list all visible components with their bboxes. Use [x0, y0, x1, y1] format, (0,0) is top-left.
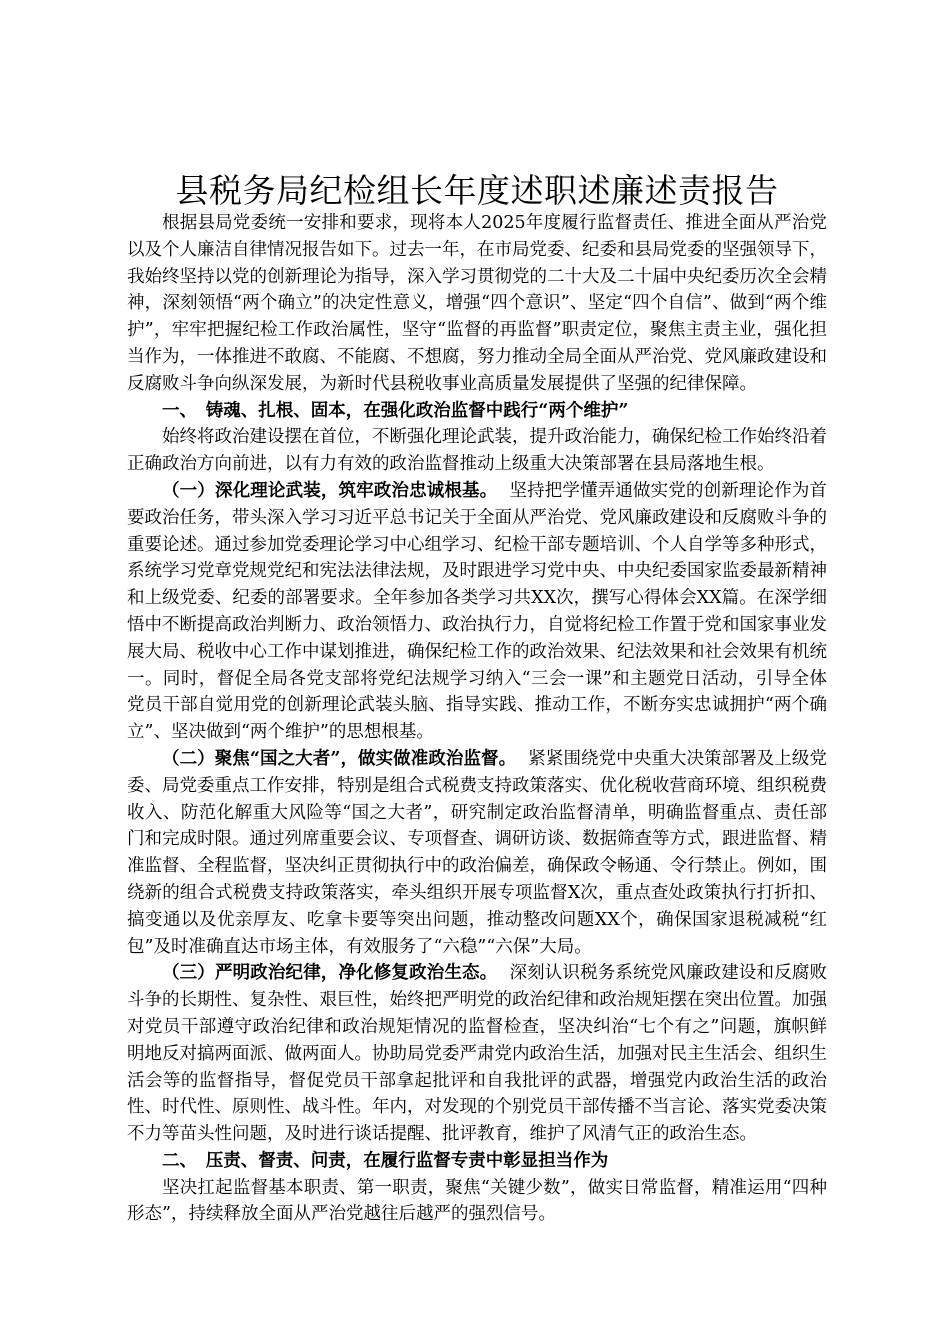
section-1-intro: 始终将政治建设摆在首位，不断强化理论武装，提升政治能力，确保纪检工作始终沿着正确政治方向前进，以有力有效的政治监督推动上级重大决策部署在县局落地生根。: [127, 427, 827, 475]
document-title: 县税务局纪检组长年度述职述廉述责报告: [175, 171, 779, 210]
intro-paragraph: 根据县局党委统一安排和要求，现将本人2025年度履行监督责任、推进全面从严治党以及个人廉洁自律情况报告如下。过去一年，在市局党委、纪委和县局党委的坚强领导下，我始终坚持以党的创新理论为指导，深入学习贯彻党的二十大及二十届中央纪委历次全会精神，深刻领悟“两个确立”的决定性意义，增强“四个意识”、坚定“四个自信”、做到“两个维护”，牢牢把握纪检工作政治属性，坚守“监督的再监督”职责定位，聚焦主责主业，强化担当作为，一体推进不敢腐、不能腐、不想腐，努力推动全局全面从严治党、党风廉政建设和反腐败斗争向纵深发展，为新时代县税收事业高质量发展提供了坚强的纪律保障。: [127, 213, 827, 394]
subsection-1-lead: （一）深化理论武装，筑牢政治忠诚根基。: [162, 480, 498, 501]
subsection-1-paragraph: [127, 478, 827, 746]
section-2-heading: 二、 压责、督责、问责，在履行监督专责中彰显担当作为: [162, 1150, 609, 1171]
subsection-2-text: 紧紧围绕党中央重大决策部署及上级党委、局党委重点工作安排，特别是组合式税费支持政策落实、优化税收营商环境、组织税费收入、防范化解重大风险等“国之大者”，研究制定政治监督清单，明确监督重点、责任部门和完成时限。通过列席重要会议、专项督查、调研访谈、数据筛查等方式，跟进监督、精准监督、全程监督，坚决纠正贯彻执行中的政治偏差，确保政令畅通、令行禁止。例如，围绕新的组合式税费支持政策落实，牵头组织开展专项监督X次，重点查处政策执行打折扣、搞变通以及优亲厚友、吃拿卡要等突出问题，推动整改问题XX个，确保国家退税减税“红包”及时准确直达市场主体，有效服务了“六稳”“六保”大局。: [127, 748, 827, 957]
document-body: [127, 172, 827, 1228]
subsection-3-text: 深刻认识税务系统党风廉政建设和反腐败斗争的长期性、复杂性、艰巨性，始终把严明党的政治纪律和政治规矩摆在突出位置。加强对党员干部遵守政治纪律和政治规矩情况的监督检查，坚决纠治“七个有之”问题，旗帜鲜明地反对搞两面派、做两面人。协助局党委严肃党内政治生活，加强对民主生活会、组织生活会等的监督指导，督促党员干部拿起批评和自我批评的武器，增强党内政治生活的政治性、时代性、原则性、战斗性。年内，对发现的个别党员干部传播不当言论、落实党委决策不力等苗头性问题，及时进行谈话提醒、批评教育，维护了风清气正的政治生态。: [127, 963, 828, 1145]
subsection-2-lead: （二）聚焦“国之大者”，做实做准政治监督。: [162, 748, 517, 769]
section-2-intro: 坚决扛起监督基本职责、第一职责，聚焦“关键少数”，做实日常监督，精准运用“四种形态”，持续释放全面从严治党越往后越严的强烈信号。: [127, 1177, 827, 1225]
subsection-1-text: 坚持把学懂弄通做实党的创新理论作为首要政治任务，带头深入学习习近平总书记关于全面从严治党、党风廉政建设和反腐败斗争的重要论述。通过参加党委理论学习中心组学习、纪检干部专题培训、个人自学等多种形式，系统学习党章党规党纪和宪法法律法规，及时跟进学习党中央、中央纪委国家监委最新精神和上级党委、纪委的部署要求。全年参加各类学习共XX次，撰写心得体会XX篇。在深学细悟中不断提高政治判断力、政治领悟力、政治执行力，自觉将纪检工作置于党和国家事业发展大局、税收中心工作中谋划推进，确保纪检工作的政治效果、纪法效果和社会效果有机统一。同时，督促全局各党支部将党纪法规学习纳入“三会一课”和主题党日活动，引导全体党员干部自觉用党的创新理论武装头脑、指导实践、推动工作，不断夯实忠诚拥护“两个确立”、坚决做到“两个维护”的思想根基。: [127, 480, 828, 743]
section-1-heading: 一、 铸魂、扎根、固本，在强化政治监督中践行“两个维护”: [162, 400, 629, 421]
subsection-2-paragraph: [127, 746, 827, 960]
subsection-3-lead: （三）严明政治纪律，净化修复政治生态。: [162, 963, 498, 984]
subsection-3-paragraph: [127, 960, 827, 1148]
